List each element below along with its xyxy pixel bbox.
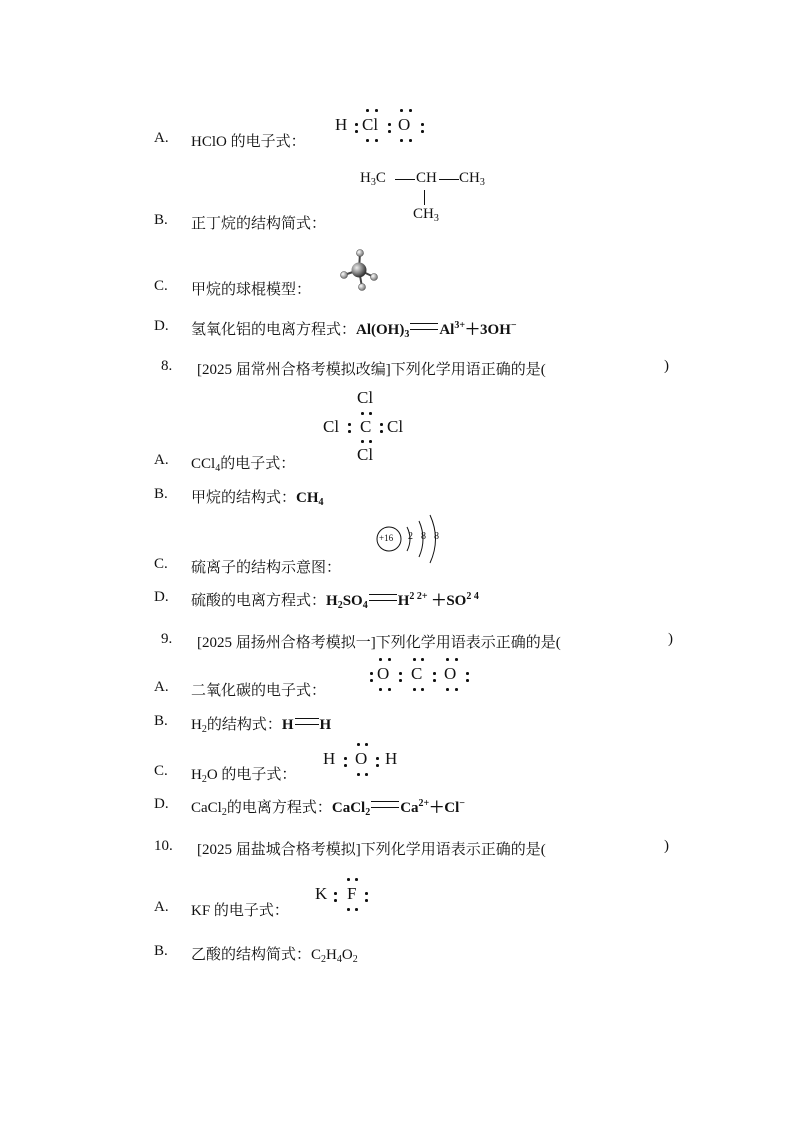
option-label: B. [154, 486, 168, 502]
option-label: C. [154, 763, 168, 779]
question-number: 8. [161, 358, 173, 374]
question-stem: [2025 届常州合格考模拟改编]下列化学用语正确的是( [197, 362, 546, 378]
answer-paren-close: ) [664, 358, 669, 374]
option-label: A. [154, 679, 169, 695]
question-stem: [2025 届盐城合格考模拟]下列化学用语表示正确的是( [197, 842, 546, 858]
option-text: 硫离子的结构示意图： [191, 560, 342, 576]
shell-count: 8 [421, 531, 426, 542]
option-text: $H_2O$ 的电子式： [191, 767, 297, 785]
option-label: C. [154, 278, 168, 294]
question-number: 10. [154, 838, 173, 854]
option-label: D. [154, 796, 169, 812]
option-text-equation: CaCl$_2$的电离方程式：CaCl$_2$ $Ca^{2+}+Cl^-$ [191, 798, 465, 818]
option-text: 乙酸的结构简式：$C_2H_4O_2$ [191, 947, 358, 965]
option-text: KF 的电子式： [191, 903, 289, 919]
question-stem: [2025 届扬州合格考模拟一]下列化学用语表示正确的是( [197, 635, 561, 651]
sulfide-ion-structure-diagram [376, 512, 446, 564]
methane-ball-stick-icon [338, 247, 382, 293]
hclo-electron-formula [335, 115, 435, 143]
option-text: 正丁烷的结构简式： [191, 216, 327, 232]
ccl4-electron-formula: Cl Cl C Cl Cl [323, 388, 404, 464]
option-label: A. [154, 452, 169, 468]
question-number: 9. [161, 631, 173, 647]
option-label: B. [154, 713, 168, 729]
h2o-electron-formula: H O H [323, 749, 413, 777]
option-text: CCl$_4$的电子式： [191, 456, 296, 474]
option-label: B. [154, 943, 168, 959]
option-label: B. [154, 212, 168, 228]
option-label: A. [154, 130, 169, 146]
co2-electron-formula: O C O [366, 664, 476, 692]
atom-o: O [398, 115, 411, 134]
option-text-equation: $H_2$的结构式：H H [191, 717, 332, 735]
atom-cl: Cl [362, 115, 379, 134]
nucleus-charge: +16 [379, 533, 394, 543]
option-text: 甲烷的结构式：$CH_4$ [191, 490, 324, 508]
option-text: 甲烷的球棍模型： [191, 282, 312, 298]
shell-count: 2 [408, 531, 413, 542]
atom-h: H [335, 115, 348, 134]
answer-paren-close: ) [668, 631, 673, 647]
option-label: A. [154, 899, 169, 915]
option-text-equation: 氢氧化铝的电离方程式：$Al(OH)_3$ $Al^{3+}+3OH^-$ [191, 320, 517, 340]
option-label: D. [154, 318, 169, 334]
option-label: D. [154, 589, 169, 605]
option-label: C. [154, 556, 168, 572]
option-text: HClO 的电子式： [191, 134, 306, 150]
butane-structure: $H_3C$ CH $CH_3$ $CH_3$ [360, 170, 485, 224]
shell-count: 8 [434, 531, 439, 542]
option-text: 二氧化碳的电子式： [191, 683, 327, 699]
option-text-equation: 硫酸的电离方程式：$H_2SO_4$ $H^{2 2+} +SO^{2 4}$ [191, 591, 479, 611]
kf-electron-formula: K F [315, 884, 385, 912]
answer-paren-close: ) [664, 838, 669, 854]
